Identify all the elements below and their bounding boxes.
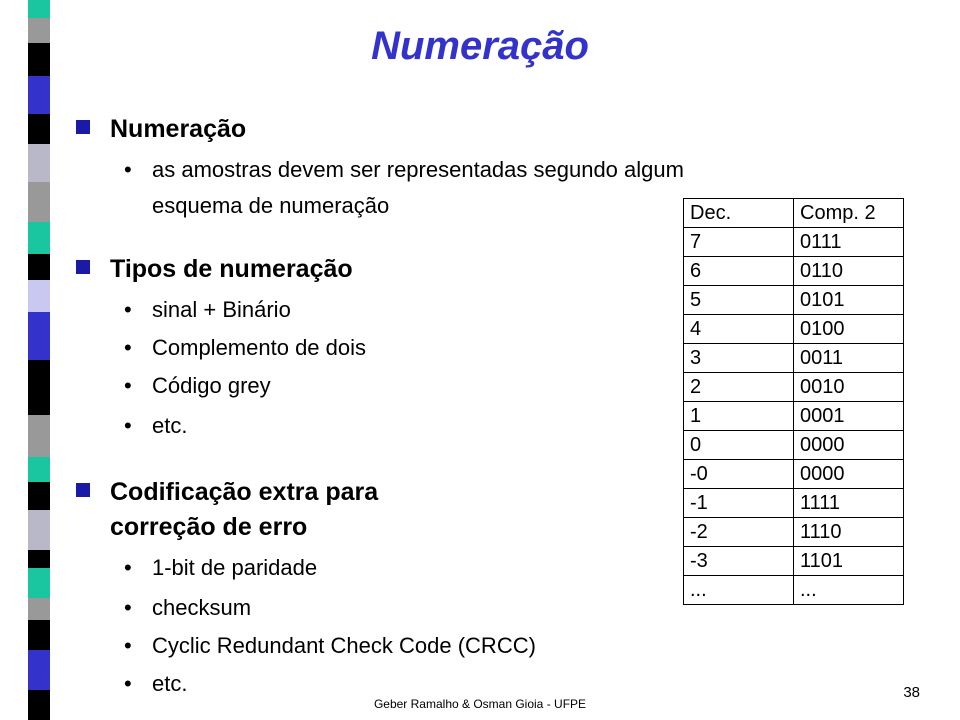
- section-heading-codificacao-line2: [110, 510, 307, 544]
- item-text: Código grey: [152, 373, 271, 398]
- table-cell: 0001: [794, 402, 904, 431]
- bullet-dot-icon: •: [124, 633, 132, 658]
- table-cell: 0011: [794, 344, 904, 373]
- table-row: [684, 489, 904, 518]
- table-row: [684, 460, 904, 489]
- list-item: [124, 408, 187, 444]
- table-cell: 0111: [794, 228, 904, 257]
- square-bullet-icon: [76, 483, 90, 497]
- table-header-cell: Comp. 2: [794, 199, 904, 228]
- section-heading-codificacao: [76, 475, 378, 509]
- heading-text: Numeração: [110, 115, 247, 143]
- table-cell: -2: [684, 518, 794, 547]
- list-item-continuation: [124, 188, 389, 224]
- table-row: [684, 431, 904, 460]
- bullet-dot-icon: •: [124, 297, 132, 322]
- table-row: [684, 373, 904, 402]
- table-cell: -3: [684, 547, 794, 576]
- table-row: [684, 228, 904, 257]
- table-cell: -1: [684, 489, 794, 518]
- list-item: [124, 628, 536, 664]
- table-cell: 0000: [794, 460, 904, 489]
- page-title: Numeração: [371, 24, 589, 68]
- table-cell: ...: [794, 576, 904, 605]
- decorative-stripe: [0, 0, 80, 720]
- heading-text: correção de erro: [110, 513, 308, 541]
- table-cell: 1111: [794, 489, 904, 518]
- section-heading-tipos: [76, 252, 353, 286]
- table-cell: ...: [684, 576, 794, 605]
- list-item: [124, 292, 291, 328]
- table-row: [684, 286, 904, 315]
- page-number: 38: [903, 684, 920, 701]
- list-item: [124, 550, 317, 586]
- table-cell: 2: [684, 373, 794, 402]
- item-text: Complemento de dois: [152, 335, 367, 360]
- table-cell: 0000: [794, 431, 904, 460]
- footer-credit: Geber Ramalho & Osman Gioia - UFPE: [373, 697, 587, 711]
- table-row: [684, 576, 904, 605]
- square-bullet-icon: [76, 260, 90, 274]
- bullet-dot-icon: •: [124, 555, 132, 580]
- table-cell: -0: [684, 460, 794, 489]
- heading-text: Tipos de numeração: [110, 255, 353, 283]
- table-cell: 6: [684, 257, 794, 286]
- item-text: sinal + Binário: [152, 297, 291, 322]
- table-cell: 0010: [794, 373, 904, 402]
- section-heading-numeracao: [76, 112, 246, 146]
- bullet-dot-icon: •: [124, 335, 132, 360]
- item-text: esquema de numeração: [152, 193, 390, 218]
- table-cell: 3: [684, 344, 794, 373]
- table-cell: 4: [684, 315, 794, 344]
- table-row: [684, 344, 904, 373]
- bullet-dot-icon: •: [124, 413, 132, 438]
- table-row: [684, 257, 904, 286]
- list-item: [124, 368, 271, 404]
- table-cell: 0110: [794, 257, 904, 286]
- heading-text: Codificação extra para: [110, 478, 379, 506]
- item-text: as amostras devem ser representadas segundo algum: [152, 157, 684, 182]
- comp2-table: [683, 198, 904, 605]
- square-bullet-icon: [76, 120, 90, 134]
- bullet-dot-icon: •: [124, 157, 132, 182]
- table-cell: 0100: [794, 315, 904, 344]
- item-text: checksum: [152, 595, 252, 620]
- table-cell: 1101: [794, 547, 904, 576]
- list-item: [124, 330, 366, 366]
- table-cell: 7: [684, 228, 794, 257]
- table-cell: 1: [684, 402, 794, 431]
- list-item: [124, 152, 684, 188]
- table-row: [684, 315, 904, 344]
- table-row: [684, 402, 904, 431]
- bullet-dot-icon: •: [124, 671, 132, 696]
- item-text: etc.: [152, 671, 188, 696]
- table-row: [684, 547, 904, 576]
- table-cell: 0: [684, 431, 794, 460]
- list-item: [124, 590, 251, 626]
- table-cell: 0101: [794, 286, 904, 315]
- item-text: etc.: [152, 413, 188, 438]
- bullet-dot-icon: •: [124, 373, 132, 398]
- item-text: 1-bit de paridade: [152, 555, 318, 580]
- table-cell: 1110: [794, 518, 904, 547]
- table-row: [684, 518, 904, 547]
- table-header-cell: Dec.: [684, 199, 794, 228]
- bullet-dot-icon: •: [124, 595, 132, 620]
- item-text: Cyclic Redundant Check Code (CRCC): [152, 633, 536, 658]
- table-header-row: [684, 199, 904, 228]
- table-cell: 5: [684, 286, 794, 315]
